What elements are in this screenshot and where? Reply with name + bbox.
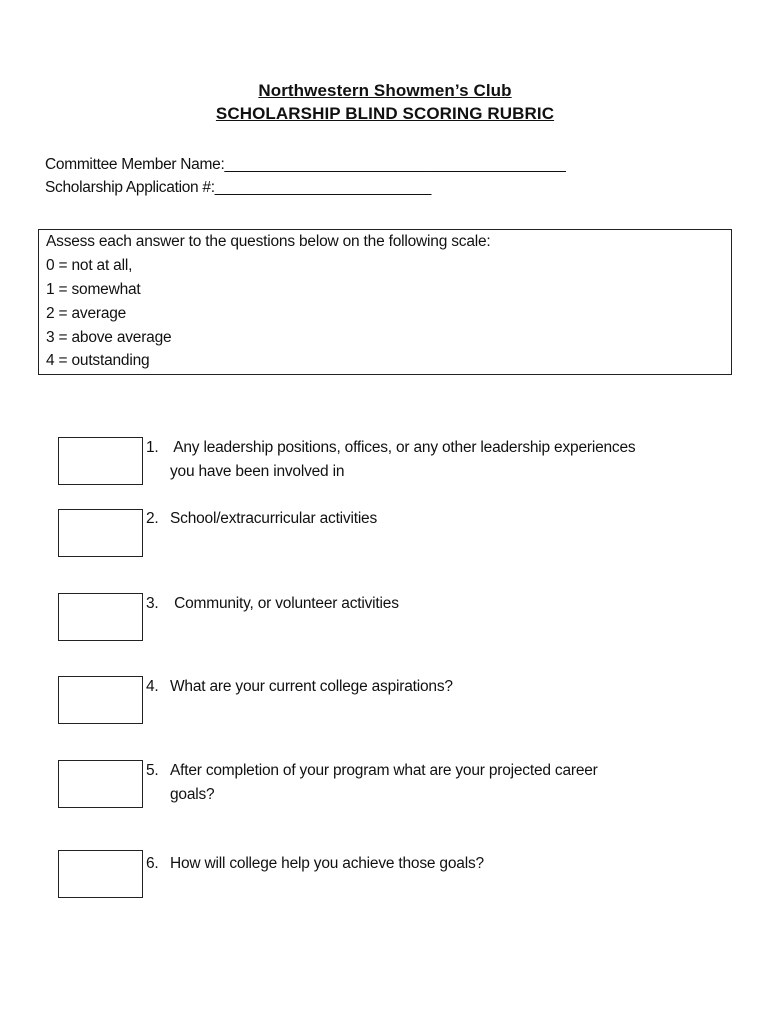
question-number: 3. — [146, 595, 159, 612]
question-number: 4. — [146, 678, 159, 695]
scale-level-1: 1 = somewhat — [46, 281, 141, 298]
scale-level-2: 2 = average — [46, 305, 127, 322]
question-4 — [146, 675, 736, 699]
score-box-q2[interactable] — [58, 509, 143, 557]
question-text: What are your current college aspirations? — [170, 678, 453, 695]
question-6 — [146, 852, 736, 876]
score-box-q3[interactable] — [58, 593, 143, 641]
question-text: How will college help you achieve those goals? — [170, 855, 484, 872]
rubric-title: SCHOLARSHIP BLIND SCORING RUBRIC — [215, 104, 555, 123]
scoring-scale-box — [38, 229, 732, 375]
question-1 — [146, 436, 736, 484]
question-2 — [146, 507, 736, 531]
scale-level-4: 4 = outstanding — [46, 352, 150, 369]
application-number-field[interactable]: Scholarship Application #:__________________________ — [45, 179, 432, 196]
score-box-q1[interactable] — [58, 437, 143, 485]
score-box-q5[interactable] — [58, 760, 143, 808]
question-number: 5. — [146, 762, 159, 779]
score-box-q4[interactable] — [58, 676, 143, 724]
question-text: Any leadership positions, offices, or any other leadership experiences — [170, 439, 636, 456]
question-3 — [146, 592, 736, 616]
scale-level-0: 0 = not at all, — [46, 257, 133, 274]
scale-level-3: 3 = above average — [46, 329, 172, 346]
scale-intro: Assess each answer to the questions below on the following scale: — [46, 233, 491, 250]
question-text-continued: you have been involved in — [170, 463, 345, 480]
club-name: Northwestern Showmen’s Club — [258, 81, 512, 100]
question-number: 1. — [146, 439, 159, 456]
question-text: After completion of your program what are your projected career — [170, 762, 598, 779]
committee-member-name-field[interactable]: Committee Member Name:_________________________________________ — [45, 156, 566, 173]
question-text: Community, or volunteer activities — [170, 595, 399, 612]
question-5 — [146, 759, 736, 807]
question-text-continued: goals? — [170, 786, 215, 803]
question-number: 6. — [146, 855, 159, 872]
question-text: School/extracurricular activities — [170, 510, 378, 527]
question-number: 2. — [146, 510, 159, 527]
score-box-q6[interactable] — [58, 850, 143, 898]
